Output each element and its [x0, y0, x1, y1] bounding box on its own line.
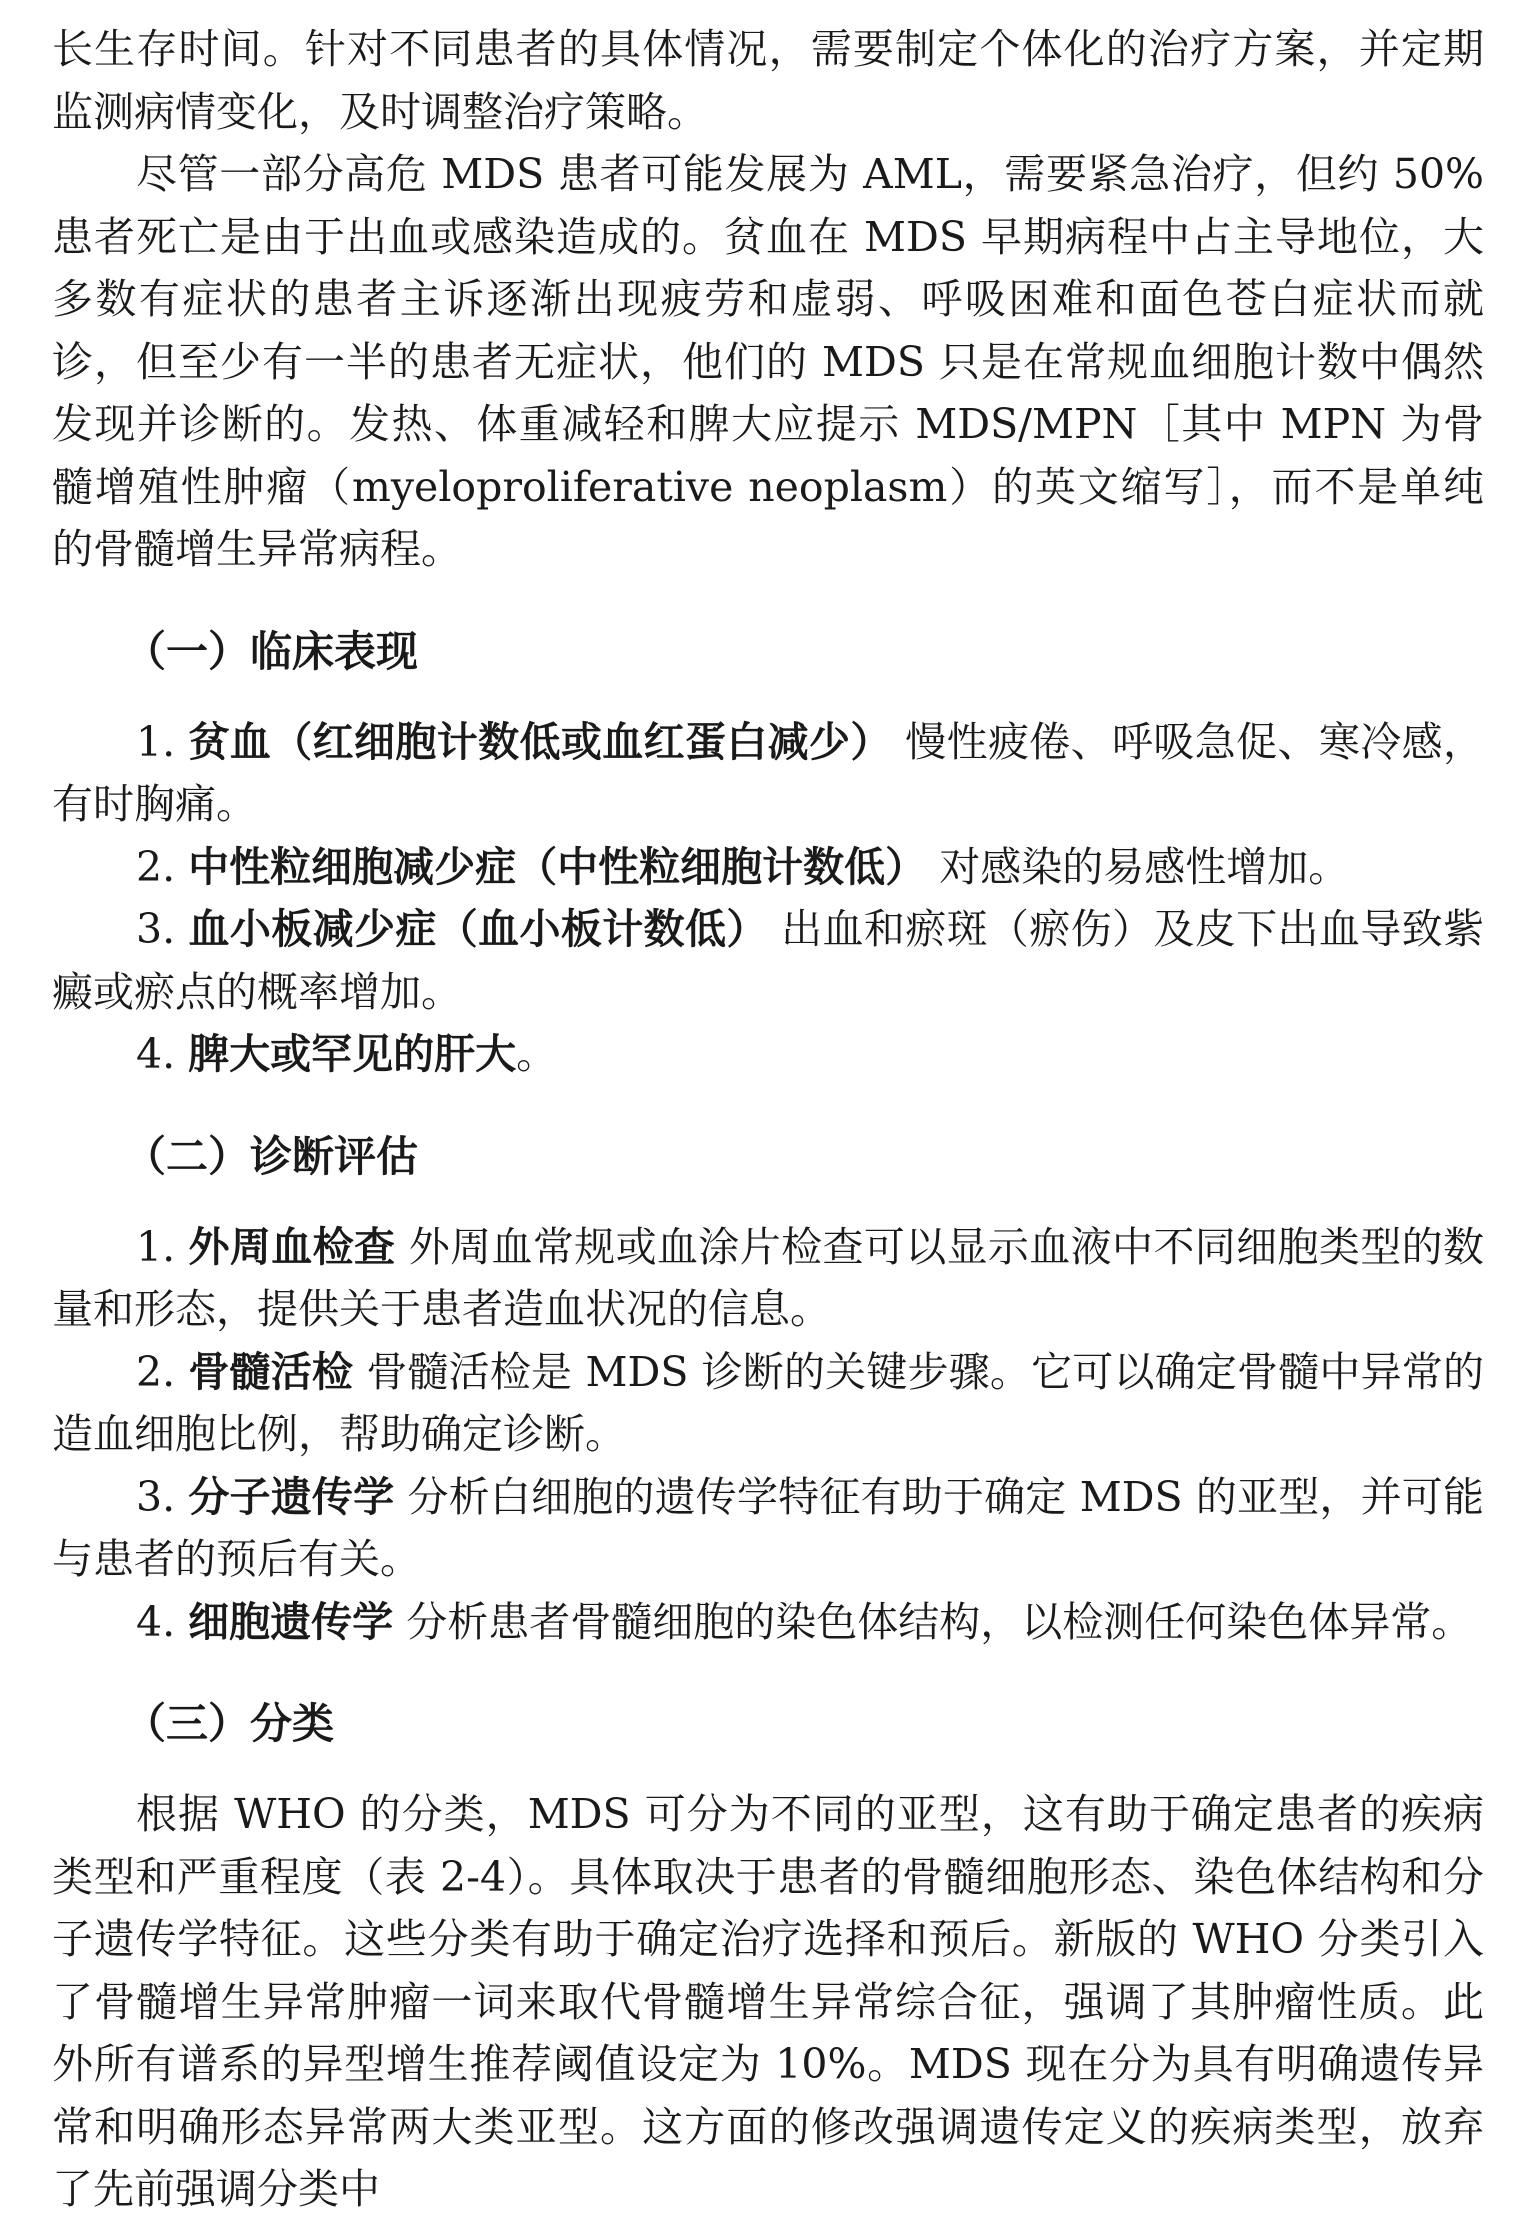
- section-heading-diagnosis: （二）诊断评估: [124, 1131, 419, 1181]
- diagnosis-item: [52, 1216, 1484, 1341]
- clinical-item: [52, 1023, 1484, 1086]
- item-number: 4.: [136, 1597, 176, 1646]
- item-text: 慢性疲倦、呼吸急促、寒冷感，有时胸痛。: [52, 717, 1484, 828]
- item-title: 血小板减少症（血小板计数低）: [188, 905, 768, 953]
- intro-paragraph-1: 长生存时间。针对不同患者的具体情况，需要制定个体化的治疗方案，并定期监测病情变化，及时调整治疗策略。: [52, 25, 1484, 136]
- classification-paragraph: 根据 WHO 的分类，MDS 可分为不同的亚型，这有助于确定患者的疾病类型和严重程度（表 2-4）。具体取决于患者的骨髓细胞形态、染色体结构和分子遗传学特征。这些分类有助于确定治疗选择和预后。新版的 WHO 分类引入了骨髓增生异常肿瘤一词来取代骨髓增生异常综合征，强调了其肿瘤性质。此外所有谱系的异型增生推荐阈值设定为 10%。MDS 现在分为具有明确遗传异常和明确形态异常两大类亚型。这方面的修改强调遗传定义的疾病类型，放弃了先前强调分类中: [52, 1790, 1484, 2213]
- intro-paragraph-2: 尽管一部分高危 MDS 患者可能发展为 AML，需要紧急治疗，但约 50% 患者死亡是由于出血或感染造成的。贫血在 MDS 早期病程中占主导地位，大多数有症状的患者主诉逐渐出现疲劳和虚弱、呼吸困难和面色苍白症状而就诊，但至少有一半的患者无症状，他们的 MDS 只是在常规血细胞计数中偶然发现并诊断的。发热、体重减轻和脾大应提示 MDS/MPN［其中 MPN 为骨髓增殖性肿瘤（myeloproliferative neoplasm）的英文缩写］，而不是单纯的骨髓增生异常病程。: [52, 150, 1484, 573]
- item-title: 贫血（红细胞计数低或血红蛋白减少）: [188, 717, 892, 766]
- item-number: 2.: [136, 842, 176, 891]
- section-heading-clinical: （一）临床表现: [124, 626, 419, 676]
- item-title: 外周血检查: [188, 1222, 396, 1271]
- diagnosis-item: [52, 1591, 1484, 1654]
- clinical-item: [52, 898, 1484, 1023]
- item-number: 1.: [136, 1222, 176, 1271]
- document-page: [52, 18, 1484, 2221]
- item-title: 分子遗传学: [188, 1472, 395, 1521]
- item-text: 出血和瘀斑（瘀伤）及皮下出血导致紫癜或瘀点的概率增加。: [52, 905, 1484, 1016]
- item-title: 中性粒细胞减少症（中性粒细胞计数低）: [188, 842, 927, 891]
- item-number: 2.: [136, 1347, 176, 1396]
- item-text: 外周血常规或血涂片检查可以显示血液中不同细胞类型的数量和形态，提供关于患者造血状况的信息。: [52, 1222, 1484, 1333]
- item-number: 3.: [136, 1472, 176, 1521]
- item-number: 4.: [136, 1030, 176, 1078]
- item-text: 分析白细胞的遗传学特征有助于确定 MDS 的亚型，并可能与患者的预后有关。: [52, 1472, 1484, 1583]
- item-number: 1.: [136, 717, 176, 766]
- diagnosis-item: [52, 1466, 1484, 1591]
- item-title: 骨髓活检: [188, 1347, 354, 1396]
- item-number: 3.: [136, 905, 176, 953]
- item-title: 细胞遗传学: [188, 1597, 394, 1646]
- item-text: 骨髓活检是 MDS 诊断的关键步骤。它可以确定骨髓中异常的造血细胞比例，帮助确定诊断。: [52, 1347, 1484, 1458]
- item-text: 对感染的易感性增加。: [939, 842, 1350, 891]
- item-title: 脾大或罕见的肝大: [188, 1030, 517, 1078]
- section-heading-classification: （三）分类: [124, 1699, 335, 1748]
- clinical-item: [52, 711, 1484, 836]
- item-text: 。: [516, 1030, 558, 1078]
- clinical-item: [52, 836, 1484, 899]
- diagnosis-item: [52, 1341, 1484, 1466]
- item-text: 分析患者骨髓细胞的染色体结构，以检测任何染色体异常。: [406, 1597, 1473, 1646]
